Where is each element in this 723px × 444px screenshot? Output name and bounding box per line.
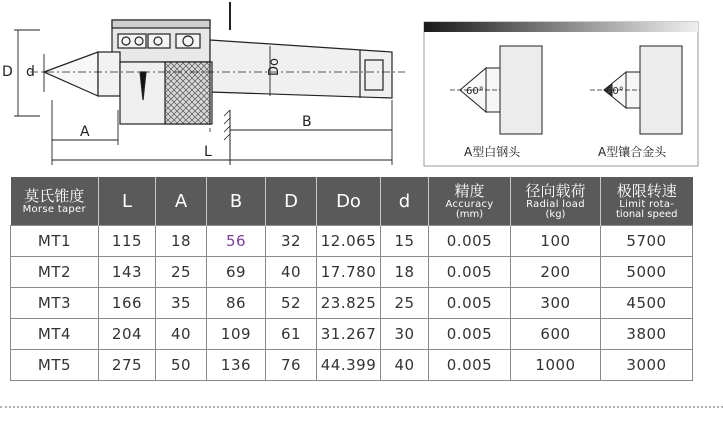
table-cell: 61 <box>266 319 317 350</box>
angle-label-2: 60° <box>606 86 624 97</box>
table-cell: 0.005 <box>429 226 511 257</box>
header-d-label: d <box>398 190 411 212</box>
header-A <box>156 177 207 226</box>
header-D <box>266 177 317 226</box>
table-cell: MT3 <box>11 288 99 319</box>
table-header-row <box>11 177 693 226</box>
table-row <box>11 319 693 350</box>
table-cell: 31.267 <box>317 319 381 350</box>
table-cell: MT5 <box>11 350 99 381</box>
header-accuracy-cn: 精度 <box>454 181 485 200</box>
spec-table <box>10 177 693 381</box>
live-center-drawing <box>30 2 405 165</box>
table-cell: 35 <box>156 288 207 319</box>
header-limit-speed <box>601 177 693 226</box>
header-morse-taper-cn: 莫氏锥度 <box>24 186 85 205</box>
dim-label-d: d <box>26 64 35 80</box>
header-radial-load-cn: 径向载荷 <box>525 181 586 200</box>
table-cell: 0.005 <box>429 350 511 381</box>
table-cell: 0.005 <box>429 319 511 350</box>
table-cell: 600 <box>511 319 601 350</box>
table-row <box>11 257 693 288</box>
table-cell: 40 <box>156 319 207 350</box>
table-cell: 204 <box>99 319 156 350</box>
table-cell: 40 <box>266 257 317 288</box>
table-cell: 100 <box>511 226 601 257</box>
header-morse-taper-en: Morse taper <box>22 203 86 215</box>
table-cell: 3800 <box>601 319 693 350</box>
technical-drawing <box>0 0 723 175</box>
header-B-label: B <box>229 190 243 212</box>
table-cell: 166 <box>99 288 156 319</box>
table-cell: 300 <box>511 288 601 319</box>
table-row <box>11 226 693 257</box>
table-cell: 5000 <box>601 257 693 288</box>
header-morse-taper <box>11 177 99 226</box>
header-L <box>99 177 156 226</box>
header-accuracy-unit: (mm) <box>455 208 484 220</box>
table-cell: 52 <box>266 288 317 319</box>
header-limit-speed-cn: 极限转速 <box>616 181 677 200</box>
table-cell: 0.005 <box>429 257 511 288</box>
angle-label-1: 60° <box>466 86 484 97</box>
table-cell: 136 <box>207 350 266 381</box>
table-body <box>11 226 693 381</box>
header-d <box>381 177 429 226</box>
header-Do <box>317 177 381 226</box>
table-cell: 86 <box>207 288 266 319</box>
table-cell: MT2 <box>11 257 99 288</box>
header-L-label: L <box>121 190 133 212</box>
table-cell: 25 <box>156 257 207 288</box>
table-cell: 200 <box>511 257 601 288</box>
table-cell: 32 <box>266 226 317 257</box>
spec-table-wrapper <box>10 177 692 381</box>
table-cell: 115 <box>99 226 156 257</box>
bottom-divider <box>0 406 723 408</box>
table-cell: MT4 <box>11 319 99 350</box>
tip-types-panel <box>424 22 698 166</box>
dim-label-D: D <box>2 64 13 80</box>
dim-label-A: A <box>80 124 90 140</box>
header-limit-speed-en: Limit rota- <box>619 198 675 210</box>
table-row <box>11 350 693 381</box>
table-cell: 18 <box>381 257 429 288</box>
tip-caption-2: A型镶合金头 <box>598 145 667 159</box>
table-cell: 44.399 <box>317 350 381 381</box>
table-cell: 15 <box>381 226 429 257</box>
table-cell: 143 <box>99 257 156 288</box>
table-cell: 0.005 <box>429 288 511 319</box>
table-cell: 5700 <box>601 226 693 257</box>
table-cell: 25 <box>381 288 429 319</box>
table-cell: 4500 <box>601 288 693 319</box>
table-cell: 69 <box>207 257 266 288</box>
dim-label-L: L <box>204 144 212 160</box>
table-cell: 40 <box>381 350 429 381</box>
table-row <box>11 288 693 319</box>
header-radial-load-en: Radial load <box>526 198 585 210</box>
table-cell: 17.780 <box>317 257 381 288</box>
table-cell: 76 <box>266 350 317 381</box>
header-limit-speed-en2: tional speed <box>616 208 678 220</box>
header-Do-label: Do <box>336 190 361 212</box>
table-cell: 56 <box>207 226 266 257</box>
table-cell: 275 <box>99 350 156 381</box>
table-cell: 50 <box>156 350 207 381</box>
header-radial-load <box>511 177 601 226</box>
tip-caption-1: A型白钢头 <box>464 145 521 159</box>
header-A-label: A <box>174 190 188 212</box>
table-cell: 12.065 <box>317 226 381 257</box>
header-B <box>207 177 266 226</box>
dim-label-Do: Do <box>267 58 282 76</box>
table-cell: 18 <box>156 226 207 257</box>
table-cell: 23.825 <box>317 288 381 319</box>
table-cell: 30 <box>381 319 429 350</box>
dim-label-B: B <box>302 114 312 130</box>
header-accuracy <box>429 177 511 226</box>
table-cell: 109 <box>207 319 266 350</box>
header-accuracy-en: Accuracy <box>445 198 494 210</box>
table-cell: MT1 <box>11 226 99 257</box>
header-radial-load-unit: (kg) <box>545 208 566 220</box>
header-D-label: D <box>284 190 298 212</box>
table-cell: 3000 <box>601 350 693 381</box>
table-cell: 1000 <box>511 350 601 381</box>
